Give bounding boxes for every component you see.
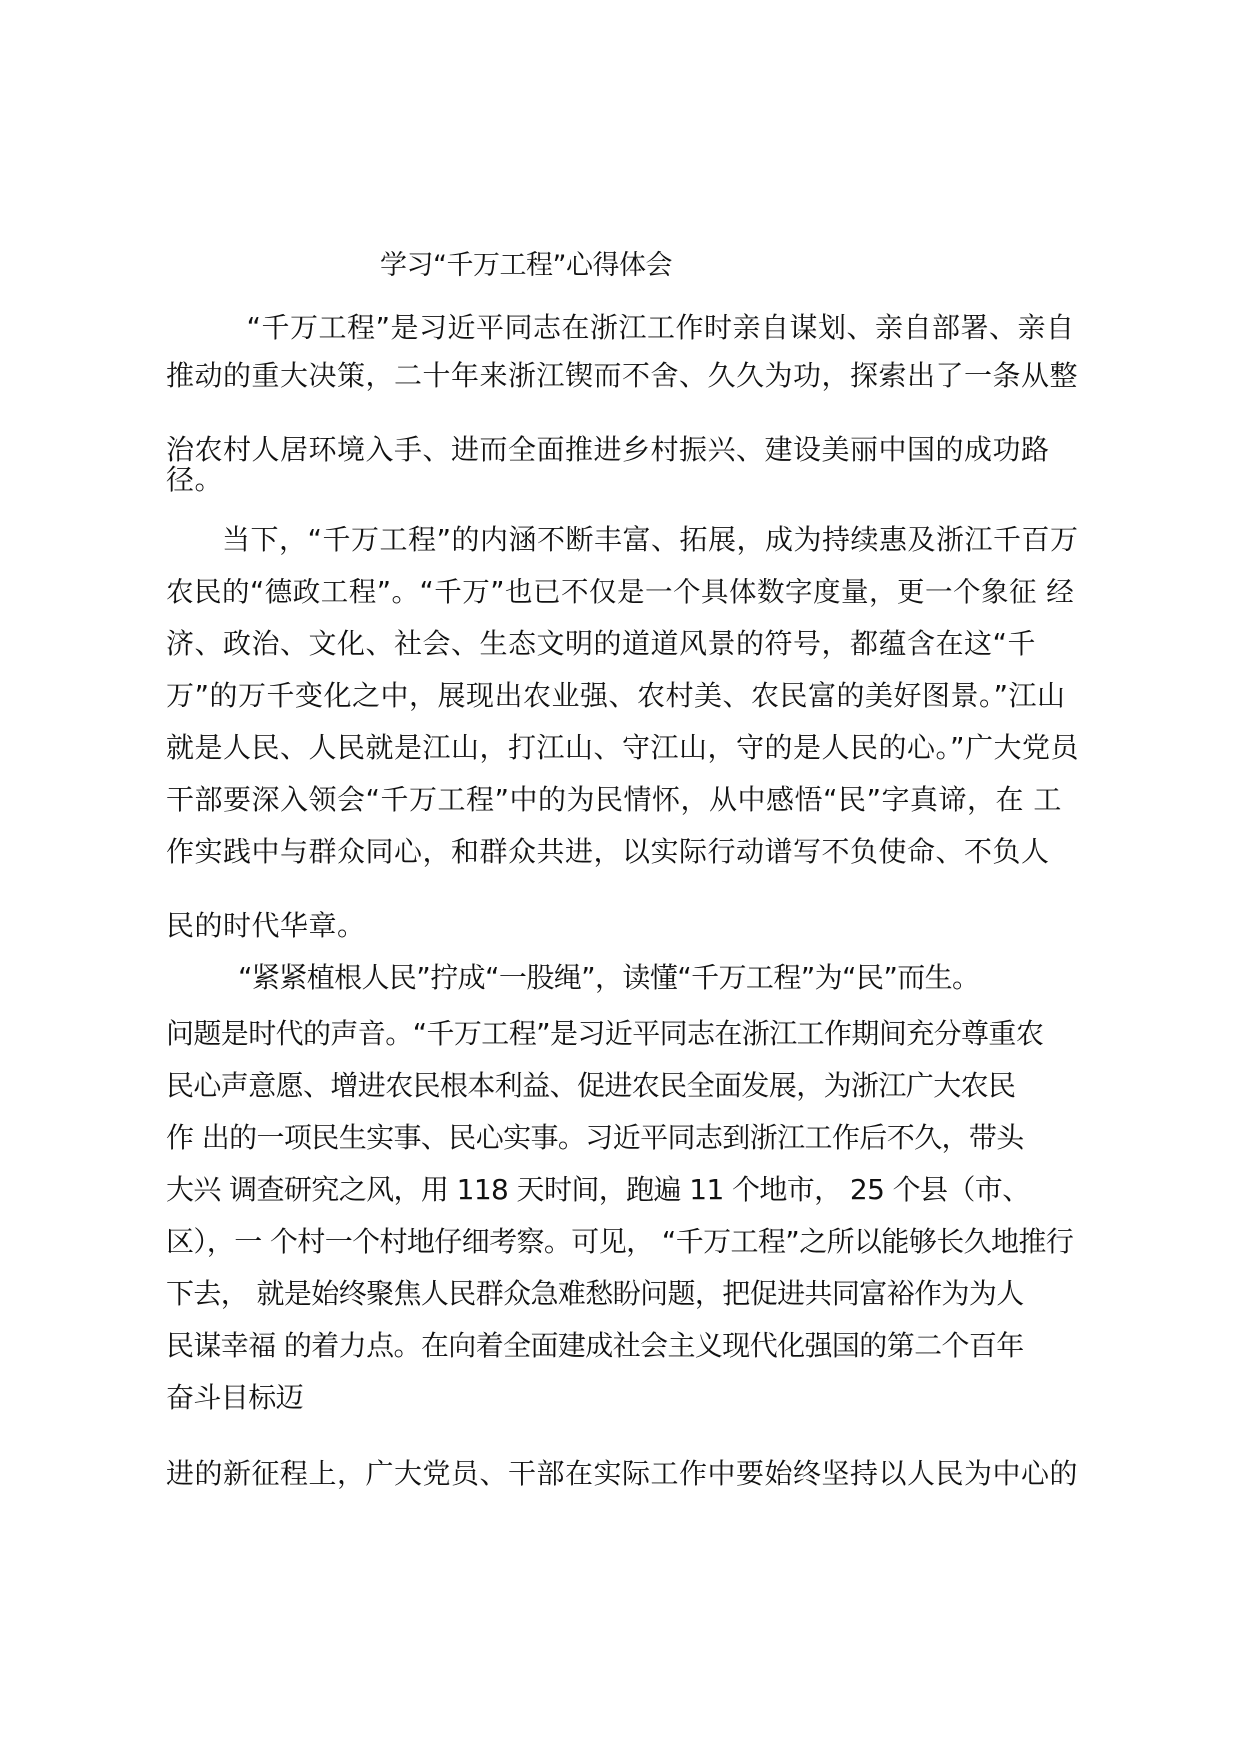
paragraph-line: 推动的重大决策，二十年来浙江锲而不舍、久久为功，探索出了一条从整 xyxy=(166,359,1079,392)
paragraph-line: “千万工程”是习近平同志在浙江工作时亲自谋划、亲自部署、亲自 xyxy=(218,311,1075,344)
paragraph-line: 民心声意愿、增进农民根本利益、促进农民全面发展，为浙江广大农民 xyxy=(166,1069,1016,1102)
paragraph-line: 大兴 调查研究之风，用 118 天时间，跑遍 11 个地市， 25 个县（市、 xyxy=(166,1173,1030,1206)
paragraph-line: 作实践中与群众同心，和群众共进，以实际行动谱写不负使命、不负人 xyxy=(166,835,1050,868)
section-heading: “紧紧植根人民”拧成“一股绳”，读懂“千万工程”为“民”而生。 xyxy=(238,961,980,994)
document-title: 学习“千万工程”心得体会 xyxy=(380,250,672,281)
paragraph-line: 奋斗目标迈 xyxy=(166,1381,304,1414)
paragraph-line: 就是人民、人民就是江山，打江山、守江山，守的是人民的心。”广大党员 xyxy=(166,731,1080,764)
paragraph-line: 进的新征程上，广大党员、干部在实际工作中要始终坚持以人民为中心的 xyxy=(166,1457,1079,1490)
paragraph-line: 济、政治、文化、社会、生态文明的道道风景的符号，都蕴含在这“千 xyxy=(166,627,1037,660)
paragraph-line: 民谋幸福 的着力点。在向着全面建成社会主义现代化强国的第二个百年 xyxy=(166,1329,1024,1362)
paragraph-line: 作 出的一项民生实事、民心实事。习近平同志到浙江工作后不久，带头 xyxy=(166,1121,1024,1154)
paragraph-line: 治农村人居环境入手、进而全面推进乡村振兴、建设美丽中国的成功路 xyxy=(166,433,1050,466)
paragraph-line: 当下，“千万工程”的内涵不断丰富、拓展，成为持续惠及浙江千百万 xyxy=(222,523,1079,556)
paragraph-line: 万”的万千变化之中，展现出农业强、农村美、农民富的美好图景。”江山 xyxy=(166,679,1066,712)
paragraph-line: 农民的“德政工程”。“千万”也已不仅是一个具体数字度量，更一个象征 经 xyxy=(166,576,1075,608)
paragraph-line: 干部要深入领会“千万工程”中的为民情怀，从中感悟“民”字真谛，在 工 xyxy=(166,783,1062,816)
paragraph-line: 下去， 就是始终聚焦人民群众急难愁盼问题，把促进共同富裕作为为人 xyxy=(166,1277,1024,1310)
paragraph-line: 民的时代华章。 xyxy=(166,909,366,942)
paragraph-line: 区），一 个村一个村地仔细考察。可见， “千万工程”之所以能够长久地推行 xyxy=(166,1225,1074,1258)
paragraph-line: 径。 xyxy=(166,463,224,496)
paragraph-line: 问题是时代的声音。“千万工程”是习近平同志在浙江工作期间充分尊重农 xyxy=(166,1017,1044,1050)
